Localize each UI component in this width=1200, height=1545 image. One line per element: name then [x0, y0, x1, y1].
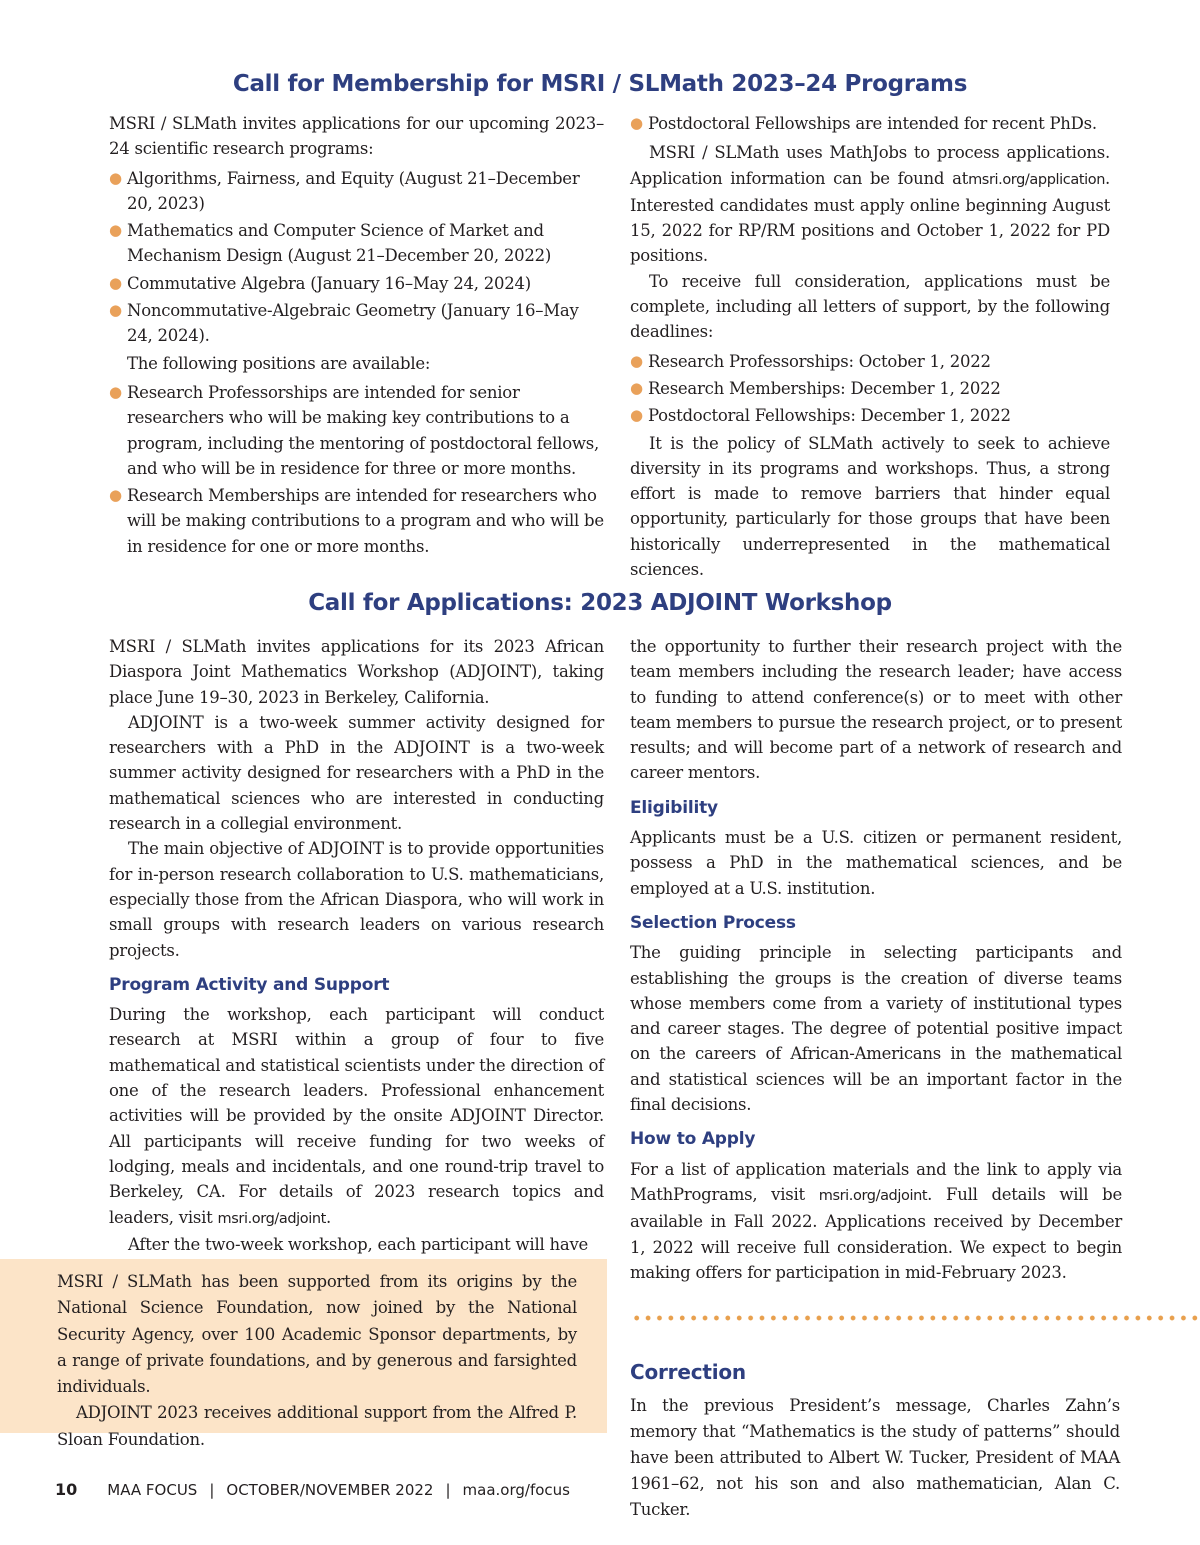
deadline-list [630, 349, 1110, 429]
correction-heading: Correction [630, 1360, 746, 1384]
support-paragraph: MSRI / SLMath has been supported from its origins by the National Science Foundation, now joined by the National Security Agency, over 100 Academic Sponsor departments, by a range of private foundations, and by generous and farsighted individuals. [57, 1272, 577, 1397]
correction-section [630, 1360, 1120, 1523]
consideration-paragraph: To receive full consideration, applications must be complete, including all letters of support, by the following deadlines: [630, 271, 1110, 342]
positions-list [109, 380, 604, 559]
selection-heading: Selection Process [630, 912, 796, 933]
bullet-icon: ● [630, 378, 643, 397]
apply-link[interactable]: msri.org/adjoint [818, 1187, 928, 1204]
footer-separator: | [445, 1481, 451, 1499]
eligibility-heading: Eligibility [630, 797, 718, 818]
positions-list-continued [630, 111, 1110, 136]
adjoint-link[interactable]: msri.org/adjoint [217, 1210, 326, 1227]
adjoint-left-column [109, 634, 604, 1257]
dotted-divider [631, 1315, 1200, 1321]
after-workshop-text: After the two-week workshop, each participant will have [128, 1234, 589, 1254]
list-item: ● Algorithms, Fairness, and Equity (August 21–December 20, 2023) [109, 166, 604, 217]
bullet-icon: ● [109, 486, 122, 505]
list-item: ● Research Professorships are intended for senior researchers who will be making key contributions to a program, including the mentoring of postdoctoral fellows, and who will be in residence for three or more months. [109, 380, 604, 481]
bullet-icon: ● [109, 382, 122, 401]
list-item: ● Commutative Algebra (January 16–May 24, 2024) [109, 271, 604, 296]
page-footer [55, 1480, 570, 1499]
membership-right-column [630, 111, 1110, 582]
support-text [57, 1269, 577, 1453]
how-to-apply-heading: How to Apply [630, 1129, 756, 1150]
publication-name: MAA FOCUS [107, 1481, 198, 1499]
list-item: ● Mathematics and Computer Science of Market and Mechanism Design (August 21–December 20, 2022) [109, 218, 604, 269]
program-list [109, 166, 604, 349]
list-item: ● Noncommutative-Algebraic Geometry (January 16–May 24, 2024). [109, 298, 604, 349]
bullet-icon: ● [109, 301, 122, 320]
list-item: ● Research Memberships are intended for researchers who will be making contributions to a program and who will be in residence for one or more months. [109, 483, 604, 559]
list-item: ● Postdoctoral Fellowships: December 1, 2022 [630, 403, 1110, 428]
adjoint-intro: MSRI / SLMath invites applications for its 2023 African Diaspora Joint Mathematics Workshop (ADJOINT), taking place June 19–30, 2023 in Berkeley, California. [109, 637, 604, 707]
page-number: 10 [55, 1480, 78, 1499]
application-link[interactable]: msri.org/application [968, 171, 1105, 188]
sloan-paragraph: ADJOINT 2023 receives additional support from the Alfred P. Sloan Foundation. [57, 1403, 577, 1449]
program-activity-heading: Program Activity and Support [109, 974, 390, 995]
diversity-policy: It is the policy of SLMath actively to seek to achieve diversity in its programs and workshops. Thus, a strong effort is made to remove barriers that hinder equal opportunity, particularly for those groups that have been historically underrepresented in the mathematical sciences. [630, 433, 1110, 580]
section-title-membership: Call for Membership for MSRI / SLMath 2023–24 Programs [232, 71, 968, 97]
footer-separator: | [209, 1481, 215, 1499]
bullet-icon: ● [630, 114, 643, 132]
bullet-icon: ● [109, 221, 122, 240]
bullet-icon: ● [109, 168, 122, 187]
selection-text: The guiding principle in selecting participants and establishing the groups is the creation of diverse teams whose members come from a variety of institutional types and career stages. The degree of potential positive impact on the careers of African-Americans in the mathematical and statistical sciences will be an important factor in the final decisions. [630, 943, 1122, 1115]
after-workshop-continued: the opportunity to further their research project with the team members including the research leader; have access to funding to attend conference(s) or to meet with other team members to pursue the research project, or to present results; and will become part of a network of research and career mentors. [630, 637, 1122, 783]
how-to-apply-text: For a list of application materials and the link to apply via MathPrograms, visit msri.org/adjoint. Full details will be available in Fall 2022. Applications received by December 1, 2022 will receive full consideration. We expect to begin making offers for participation in mid-February 2023. [630, 1159, 1122, 1282]
bullet-icon: ● [630, 351, 643, 370]
issue-date: OCTOBER/NOVEMBER 2022 [226, 1481, 434, 1499]
adjoint-objective: The main objective of ADJOINT is to provide opportunities for in-person research collaboration to U.S. mathematicians, especially those from the African Diaspora, who will work in small groups with research leaders on various research projects. [109, 839, 604, 960]
membership-left-column [109, 111, 604, 561]
positions-intro: The following positions are available: [127, 353, 431, 373]
bullet-icon: ● [630, 406, 643, 425]
adjoint-right-column [630, 634, 1122, 1285]
membership-intro: MSRI / SLMath invites applications for our upcoming 2023–24 scientific research programs: [109, 114, 604, 159]
bullet-icon: ● [109, 273, 122, 292]
program-activity-text: During the workshop, each participant will conduct research at MSRI within a group of four to five mathematical and statistical scientists under the direction of one of the research leaders. Professional enhancement activities will be provided by the onsite ADJOINT Director. All participants will receive funding for two weeks of lodging, meals and incidentals, and one round-trip travel to Berkeley, CA. For details of 2023 research topics and leaders, visit msri.org/adjoint. [109, 1005, 604, 1227]
list-item: ● Postdoctoral Fellowships are intended for recent PhDs. [630, 111, 1110, 136]
list-item: ● Research Professorships: October 1, 2022 [630, 349, 1110, 374]
eligibility-text: Applicants must be a U.S. citizen or permanent resident, possess a PhD in the mathematical sciences, and be employed at a U.S. institution. [630, 828, 1122, 898]
adjoint-description: ADJOINT is a two-week summer activity designed for researchers with a PhD in the ADJOINT is a two-week summer activity designed for researchers with a PhD in the mathematical sciences who are interested in conducting research in a collegial environment. [109, 712, 604, 834]
list-item: ● Research Memberships: December 1, 2022 [630, 376, 1110, 401]
mathjobs-paragraph: MSRI / SLMath uses MathJobs to process applications. Application information can be found atmsri.org/application. Interested candidates must apply online beginning August 15, 2022 for RP/RM positions and October 1, 2022 for PD positions. [630, 143, 1110, 266]
section-title-adjoint: Call for Applications: 2023 ADJOINT Workshop [308, 590, 892, 616]
footer-site-link[interactable]: maa.org/focus [462, 1481, 570, 1499]
correction-text: In the previous President’s message, Charles Zahn’s memory that “Mathematics is the study of patterns” should have been attributed to Albert W. Tucker, President of MAA 1961–62, not his son and also mathematician, Alan C. Tucker. [630, 1396, 1120, 1520]
